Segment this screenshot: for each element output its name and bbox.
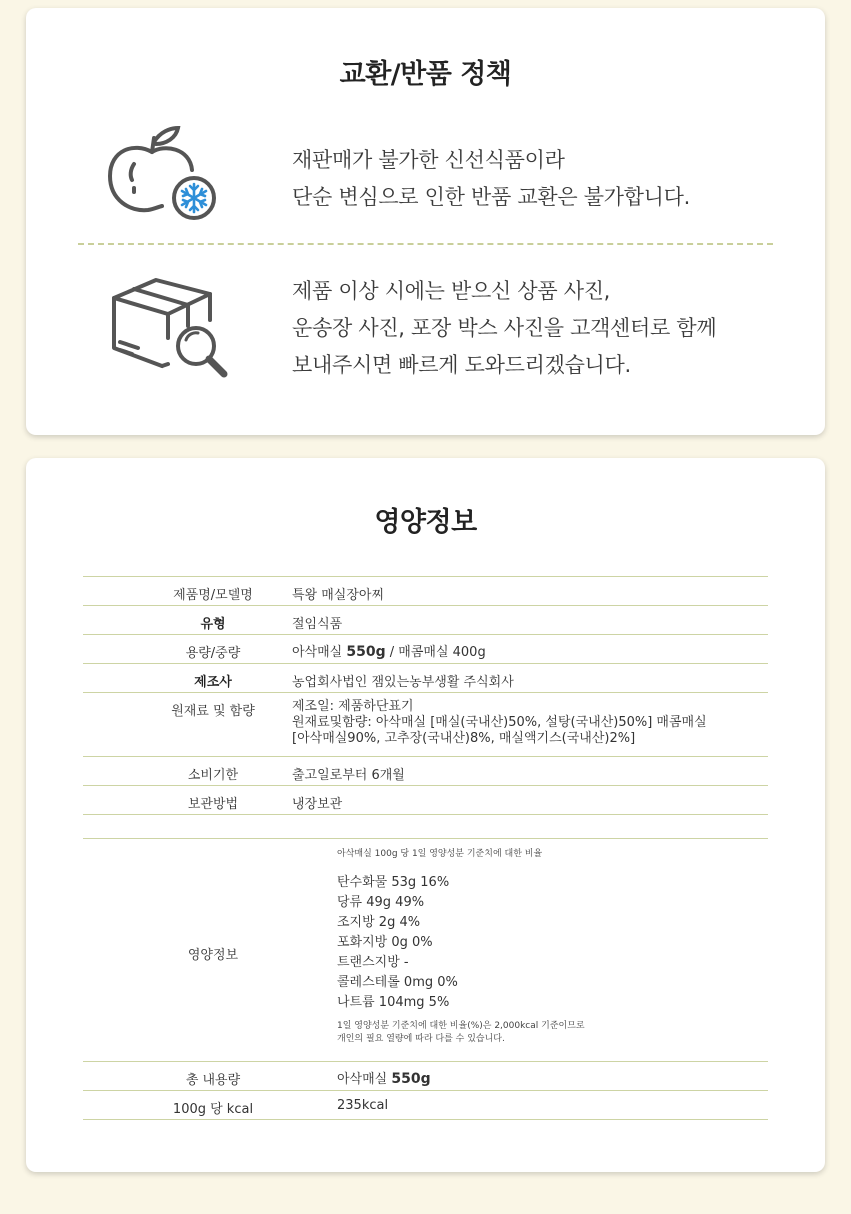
table-row [83, 692, 768, 756]
facts-item: 나트륨 104mg 5% [337, 995, 450, 1010]
policy-divider [78, 243, 773, 245]
row-value: 농업회사법인 잼있는농부생활 주식회사 [292, 675, 514, 690]
table-spacer-row [83, 814, 768, 838]
nutrition-title: 영양정보 [374, 507, 477, 538]
facts-item: 조지방 2g 4% [337, 915, 421, 930]
row-value: 출고일로부터 6개월 [292, 768, 405, 783]
table-row [83, 756, 768, 785]
table-row [83, 1090, 768, 1120]
row-label: 소비기한 [187, 768, 239, 783]
facts-item: 탄수화물 53g 16% [337, 875, 450, 890]
row-value: 아삭매실 550g / 매콤매실 400g [292, 644, 486, 660]
table-row [83, 634, 768, 663]
product-info-table [83, 576, 768, 1120]
row-value: 235kcal [337, 1098, 389, 1113]
table-row [83, 663, 768, 692]
row-value: 아삭매실 550g [337, 1071, 431, 1087]
policy-title: 교환/반품 정책 [339, 59, 512, 90]
nutrition-card [26, 458, 825, 1172]
table-row [83, 576, 768, 605]
row-label: 제품명/모델명 [173, 588, 253, 603]
row-label: 100g 당 kcal [172, 1102, 254, 1117]
row-label: 원재료 및 함량 [171, 704, 255, 719]
facts-header: 아삭매실 100g 당 1일 영양성분 기준치에 대한 비율 [337, 849, 543, 859]
policy-text-defect: 제품 이상 시에는 받으신 상품 사진, 운송장 사진, 포장 박스 사진을 고객센터로 함께 보내주시면 빠르게 도와드리겠습니다. [292, 279, 717, 377]
facts-item: 포화지방 0g 0% [337, 935, 433, 950]
table-row [83, 605, 768, 634]
facts-item: 콜레스테롤 0mg 0% [337, 975, 458, 990]
facts-item: 당류 49g 49% [337, 895, 425, 910]
box-magnifier-icon [110, 276, 234, 380]
nutrition-facts [337, 848, 758, 1046]
table-row [83, 785, 768, 814]
policy-text-fresh: 재판매가 불가한 신선식품이라 단순 변심으로 인한 반품 교환은 불가합니다. [292, 148, 690, 209]
table-row [83, 1061, 768, 1090]
row-value: 특왕 매실장아찌 [292, 588, 385, 603]
row-label: 제조사 [194, 675, 232, 690]
row-value: 냉장보관 [292, 797, 343, 812]
row-label: 유형 [200, 617, 226, 632]
facts-list [337, 873, 758, 1013]
fruit-snowflake-icon [104, 120, 222, 220]
row-value: 절임식품 [292, 617, 343, 632]
facts-item: 트랜스지방 - [337, 955, 409, 970]
row-label: 총 내용량 [185, 1073, 241, 1088]
row-value: 제조일: 제품하단표기 원재료및함량: 아삭매실 [매실(국내산)50%, 설탕(국내산)50%] 매콤매실 [아삭매실90%, 고추장(국내산)8%, 매실액기스(국내산)2%] [292, 699, 707, 746]
nutrition-facts-row [83, 838, 768, 1061]
return-policy-card [26, 8, 825, 435]
row-label: 영양정보 [187, 948, 239, 963]
row-label: 용량/중량 [185, 646, 241, 661]
row-label: 보관방법 [187, 797, 239, 812]
facts-note: 1일 영양성분 기준치에 대한 비율(%)은 2,000kcal 기준이므로 개인의 필요 열량에 따라 다를 수 있습니다. [337, 1021, 585, 1044]
